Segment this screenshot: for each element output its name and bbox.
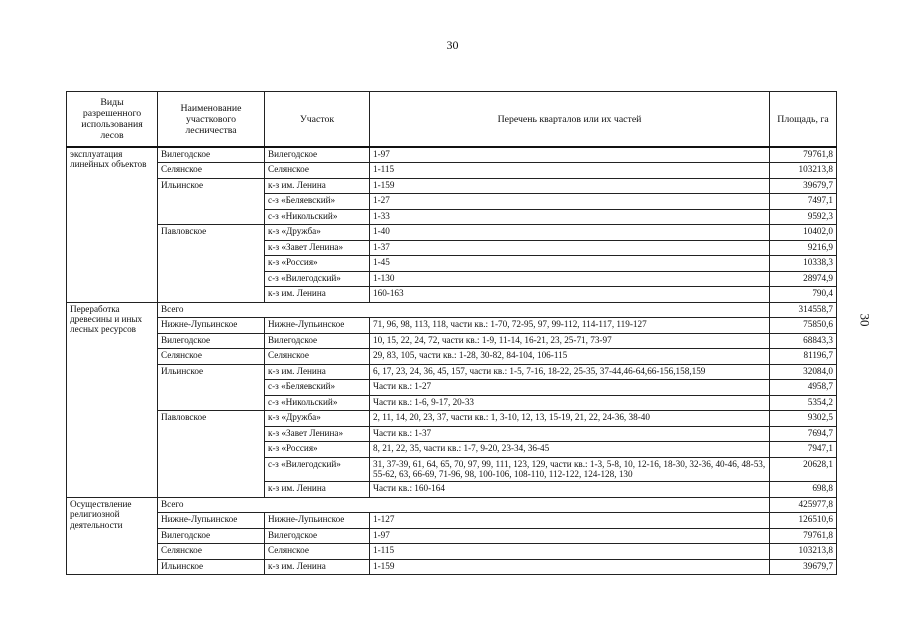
quarters-cell: 1-159 (370, 178, 770, 194)
quarters-cell: 1-40 (370, 225, 770, 241)
site-cell: Нижне-Лупьинское (265, 318, 370, 334)
quarters-cell: 1-27 (370, 194, 770, 210)
site-cell: с-з «Вилегодский» (265, 457, 370, 482)
site-cell: с-з «Беляевский» (265, 194, 370, 210)
area-cell: 4958,7 (770, 380, 837, 396)
quarters-cell: 1-97 (370, 147, 770, 163)
quarters-cell: 1-127 (370, 513, 770, 529)
forestry-cell: Нижне-Лупьинское (158, 513, 265, 529)
area-cell: 7497,1 (770, 194, 837, 210)
quarters-cell: 160-163 (370, 287, 770, 303)
forestry-cell: Вилегодское (158, 333, 265, 349)
header-quarters: Перечень кварталов или их частей (370, 92, 770, 148)
table-row (67, 302, 837, 318)
table-header-row (67, 92, 837, 148)
table-row (67, 513, 837, 529)
site-cell: с-з «Вилегодский» (265, 271, 370, 287)
quarters-cell: 2, 11, 14, 20, 23, 37, части кв.: 1, 3-10, 12, 13, 15-19, 21, 22, 24-36, 38-40 (370, 411, 770, 427)
area-cell: 79761,8 (770, 528, 837, 544)
area-cell: 9302,5 (770, 411, 837, 427)
site-cell: Вилегодское (265, 528, 370, 544)
forestry-cell: Павловское (158, 411, 265, 498)
site-cell: к-з «Россия» (265, 256, 370, 272)
forestry-cell: Вилегодское (158, 147, 265, 163)
table-row (67, 411, 837, 427)
forestry-cell: Ильинское (158, 364, 265, 411)
forestry-cell: Вилегодское (158, 528, 265, 544)
quarters-cell: 8, 21, 22, 35, части кв.: 1-7, 9-20, 23-34, 36-45 (370, 442, 770, 458)
page-number: 30 (446, 38, 459, 52)
table-row (67, 544, 837, 560)
area-cell: 10402,0 (770, 225, 837, 241)
quarters-cell: 10, 15, 22, 24, 72, части кв.: 1-9, 11-14, 16-21, 23, 25-71, 73-97 (370, 333, 770, 349)
quarters-cell: Части кв.: 1-37 (370, 426, 770, 442)
area-cell: 698,8 (770, 482, 837, 498)
quarters-cell: Части кв.: 1-6, 9-17, 20-33 (370, 395, 770, 411)
site-cell: к-з «Дружба» (265, 411, 370, 427)
site-cell: Селянское (265, 544, 370, 560)
forestry-cell: Селянское (158, 163, 265, 179)
quarters-cell: 71, 96, 98, 113, 118, части кв.: 1-70, 72-95, 97, 99-112, 114-117, 119-127 (370, 318, 770, 334)
quarters-cell: 1-45 (370, 256, 770, 272)
area-cell: 7694,7 (770, 426, 837, 442)
quarters-cell: 1-115 (370, 544, 770, 560)
header-use: Виды разрешенного использования лесов (67, 92, 158, 148)
use-cell: Переработка древесины и иных лесных ресурсов (67, 302, 158, 497)
forestry-cell: Селянское (158, 544, 265, 560)
site-cell: к-з им. Ленина (265, 287, 370, 303)
table-row (67, 178, 837, 194)
table-row (67, 147, 837, 163)
area-cell: 28974,9 (770, 271, 837, 287)
quarters-cell: 1-159 (370, 559, 770, 575)
table-row (67, 225, 837, 241)
table-row (67, 318, 837, 334)
table-row (67, 349, 837, 365)
site-cell: Вилегодское (265, 147, 370, 163)
site-cell: с-з «Никольский» (265, 395, 370, 411)
table-row (67, 333, 837, 349)
site-cell: к-з «Россия» (265, 442, 370, 458)
table-row (67, 163, 837, 179)
forestry-cell: Ильинское (158, 178, 265, 225)
area-cell: 20628,1 (770, 457, 837, 482)
quarters-cell: Части кв.: 160-164 (370, 482, 770, 498)
site-cell: к-з им. Ленина (265, 482, 370, 498)
table-row (67, 364, 837, 380)
area-cell: 81196,7 (770, 349, 837, 365)
header-forestry: Наименование участкового лесничества (158, 92, 265, 148)
forestry-cell: Селянское (158, 349, 265, 365)
site-cell: к-з им. Ленина (265, 178, 370, 194)
site-cell: Селянское (265, 163, 370, 179)
table-row (67, 559, 837, 575)
area-cell: 68843,3 (770, 333, 837, 349)
table-row (67, 528, 837, 544)
quarters-cell: 29, 83, 105, части кв.: 1-28, 30-82, 84-104, 106-115 (370, 349, 770, 365)
area-cell: 103213,8 (770, 544, 837, 560)
forestry-cell: Павловское (158, 225, 265, 303)
quarters-cell: 1-130 (370, 271, 770, 287)
area-cell: 9592,3 (770, 209, 837, 225)
area-cell: 10338,3 (770, 256, 837, 272)
header-area: Площадь, га (770, 92, 837, 148)
area-cell: 75850,6 (770, 318, 837, 334)
forestry-cell: Нижне-Лупьинское (158, 318, 265, 334)
quarters-cell: 1-97 (370, 528, 770, 544)
side-page-number: 30 (857, 313, 873, 327)
quarters-cell: 1-37 (370, 240, 770, 256)
area-cell: 790,4 (770, 287, 837, 303)
quarters-cell: 1-33 (370, 209, 770, 225)
site-cell: к-з им. Ленина (265, 364, 370, 380)
quarters-cell: 6, 17, 23, 24, 36, 45, 157, части кв.: 1-5, 7-16, 18-22, 25-35, 37-44,46-64,66-156,158,159 (370, 364, 770, 380)
site-cell: Нижне-Лупьинское (265, 513, 370, 529)
table-row (67, 497, 837, 513)
forestry-cell: Ильинское (158, 559, 265, 575)
area-cell: 39679,7 (770, 178, 837, 194)
site-cell: с-з «Никольский» (265, 209, 370, 225)
site-cell: с-з «Беляевский» (265, 380, 370, 396)
area-cell: 7947,1 (770, 442, 837, 458)
site-cell: Вилегодское (265, 333, 370, 349)
area-cell: 425977,8 (770, 497, 837, 513)
quarters-cell: Части кв.: 1-27 (370, 380, 770, 396)
forest-use-table (66, 91, 837, 575)
area-cell: 39679,7 (770, 559, 837, 575)
use-cell: Осуществление религиозной деятельности (67, 497, 158, 575)
area-cell: 32084,0 (770, 364, 837, 380)
header-site: Участок (265, 92, 370, 148)
site-cell: к-з «Завет Ленина» (265, 426, 370, 442)
site-cell: к-з им. Ленина (265, 559, 370, 575)
total-label-cell: Всего (158, 302, 770, 318)
site-cell: Селянское (265, 349, 370, 365)
total-label-cell: Всего (158, 497, 770, 513)
quarters-cell: 31, 37-39, 61, 64, 65, 70, 97, 99, 111, 123, 129, части кв.: 1-3, 5-8, 10, 12-16, 18-30, 32-36, 40-46, 48-53, 55-62, 63, 66-69, 71-96, 98, 100-106, 108-110, 112-122, 124-128, 130 (370, 457, 770, 482)
use-cell: эксплуатация линейных объектов (67, 147, 158, 302)
site-cell: к-з «Дружба» (265, 225, 370, 241)
area-cell: 9216,9 (770, 240, 837, 256)
area-cell: 314558,7 (770, 302, 837, 318)
site-cell: к-з «Завет Ленина» (265, 240, 370, 256)
quarters-cell: 1-115 (370, 163, 770, 179)
area-cell: 5354,2 (770, 395, 837, 411)
area-cell: 79761,8 (770, 147, 837, 163)
area-cell: 103213,8 (770, 163, 837, 179)
area-cell: 126510,6 (770, 513, 837, 529)
